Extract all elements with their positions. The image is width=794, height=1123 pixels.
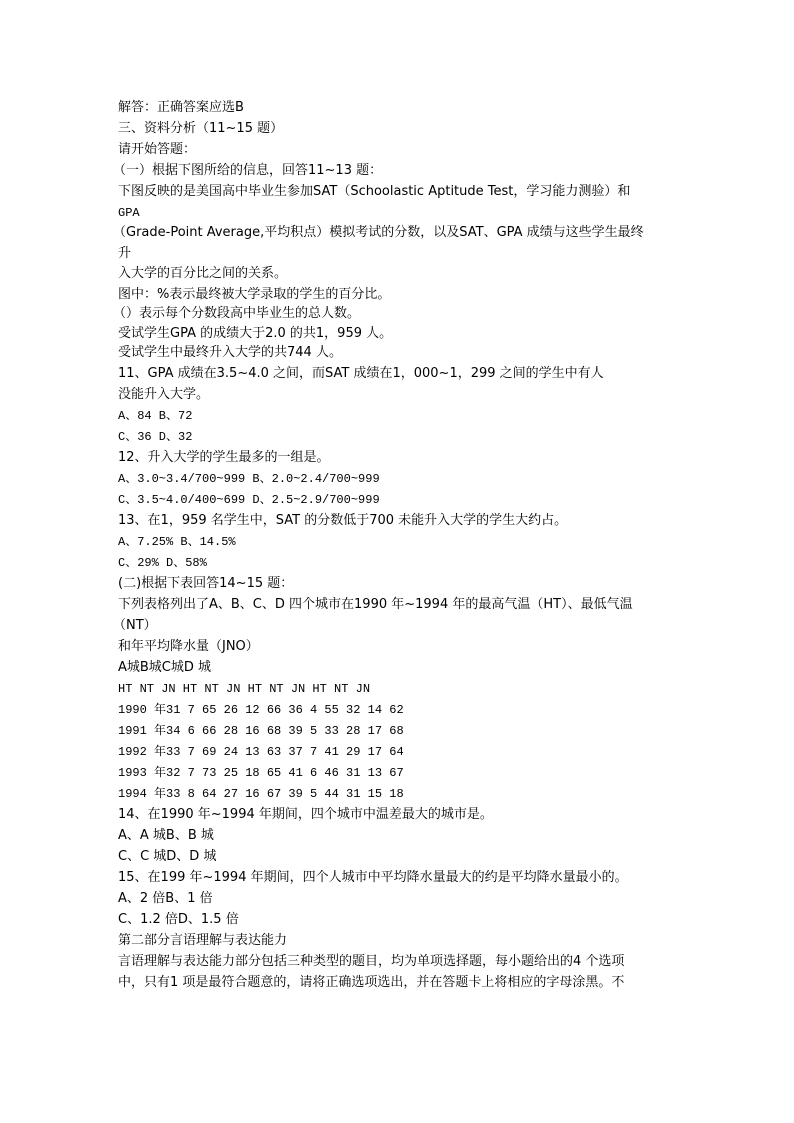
answer-line: 解答：正确答案应选B bbox=[118, 100, 244, 115]
table-intro-line: 下列表格列出了A、B、C、D 四个城市在1990 年~1994 年的最高气温（HT）、最低气温 bbox=[118, 597, 633, 612]
subsection-one-heading: （一）根据下图所给的信息，回答11~13 题： bbox=[113, 163, 383, 178]
part-two-heading: 第二部分言语理解与表达能力 bbox=[118, 933, 288, 948]
intro-paragraph-line: （Grade-Point Average,平均积点）模拟考试的分数，以及SAT、GPA 成绩与这些学生最终 bbox=[113, 225, 644, 240]
question-13-options-ab: A、7.25% B、14.5% bbox=[118, 535, 236, 549]
question-11-options-cd: C、36 D、32 bbox=[118, 430, 193, 444]
question-15-options-cd: C、1.2 倍D、1.5 倍 bbox=[118, 912, 239, 927]
question-12-options-cd: C、3.5~4.0/400~699 D、2.5~2.9/700~999 bbox=[118, 493, 380, 507]
start-answering-line: 请开始答题： bbox=[118, 142, 197, 157]
question-12-options-ab: A、3.0~3.4/700~999 B、2.0~2.4/700~999 bbox=[118, 472, 380, 486]
table-row: 1994 年33 8 64 27 16 67 39 5 44 31 15 18 bbox=[118, 787, 404, 801]
info-line: 受试学生中最终升入大学的共744 人。 bbox=[118, 345, 342, 360]
table-intro-line: （NT） bbox=[113, 618, 157, 633]
table-column-header: HT NT JN HT NT JN HT NT JN HT NT JN bbox=[118, 682, 371, 696]
table-row: 1990 年31 7 65 26 12 66 36 4 55 32 14 62 bbox=[118, 703, 404, 717]
info-line: 受试学生GPA 的成绩大于2.0 的共1，959 人。 bbox=[118, 326, 393, 341]
legend-note-line: （）表示每个分数段高中毕业生的总人数。 bbox=[113, 306, 361, 321]
intro-paragraph-line: GPA bbox=[118, 206, 140, 220]
intro-paragraph-line: 入大学的百分比之间的关系。 bbox=[118, 266, 288, 281]
question-14-options-cd: C、C 城D、D 城 bbox=[118, 849, 217, 864]
question-14: 14、在1990 年~1994 年期间，四个城市中温差最大的城市是。 bbox=[118, 807, 493, 822]
question-15: 15、在199 年~1994 年期间，四个人城市中平均降水量最大的约是平均降水量最小的。 bbox=[118, 870, 628, 885]
question-15-options-ab: A、2 倍B、1 倍 bbox=[118, 891, 213, 906]
question-14-options-ab: A、A 城B、B 城 bbox=[118, 828, 214, 843]
part-two-instructions: 中，只有1 项是最符合题意的，请将正确选项选出，并在答题卡上将相应的字母涂黑。不 bbox=[118, 975, 625, 990]
table-row: 1993 年32 7 73 25 18 65 41 6 46 31 13 67 bbox=[118, 766, 404, 780]
question-11-options-ab: A、84 B、72 bbox=[118, 409, 193, 423]
intro-paragraph-line: 下图反映的是美国高中毕业生参加SAT（Schoolastic Aptitude Test，学习能力测验）和 bbox=[118, 184, 631, 199]
part-two-instructions: 言语理解与表达能力部分包括三种类型的题目，均为单项选择题，每小题给出的4 个选项 bbox=[118, 954, 625, 969]
section-heading-data-analysis: 三、资料分析（11~15 题） bbox=[118, 121, 284, 136]
question-11: 11、GPA 成绩在3.5~4.0 之间，而SAT 成绩在1，000~1，299 之间的学生中有人 bbox=[118, 366, 604, 381]
table-row: 1992 年33 7 69 24 13 63 37 7 41 29 17 64 bbox=[118, 745, 404, 759]
subsection-two-heading: (二)根据下表回答14~15 题： bbox=[118, 576, 294, 591]
question-12: 12、升入大学的学生最多的一组是。 bbox=[118, 450, 330, 465]
question-13: 13、在1，959 名学生中，SAT 的分数低于700 未能升入大学的学生大约占。 bbox=[118, 513, 568, 528]
question-11-continued: 没能升入大学。 bbox=[118, 387, 210, 402]
intro-paragraph-line: 升 bbox=[118, 246, 132, 261]
table-city-header: A城B城C城D 城 bbox=[118, 660, 212, 675]
question-13-options-cd: C、29% D、58% bbox=[118, 556, 207, 570]
table-row: 1991 年34 6 66 28 16 68 39 5 33 28 17 68 bbox=[118, 724, 404, 738]
legend-note-line: 图中：%表示最终被大学录取的学生的百分比。 bbox=[118, 287, 391, 302]
table-intro-line: 和年平均降水量（JNO） bbox=[118, 639, 259, 654]
